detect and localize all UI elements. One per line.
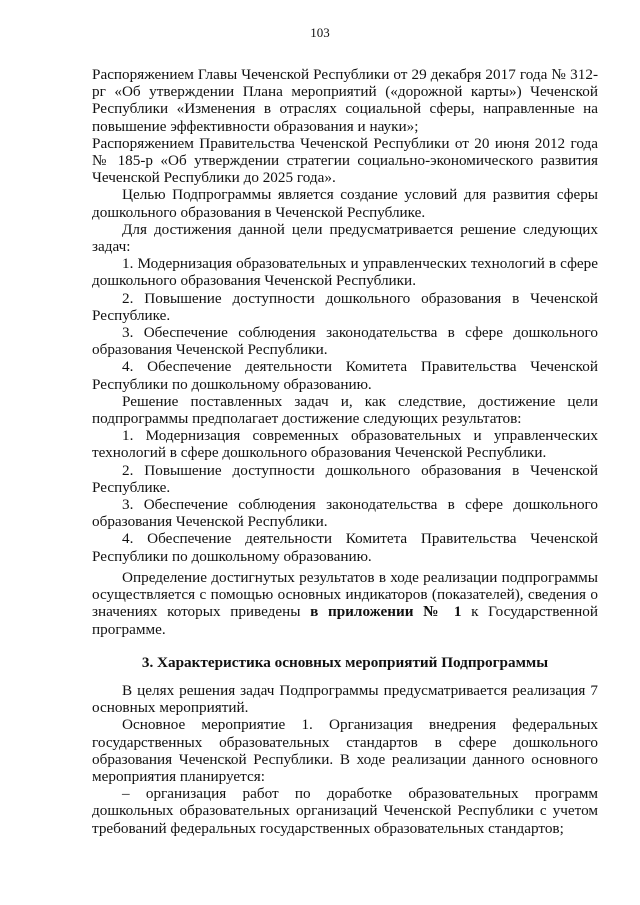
paragraph — [92, 569, 598, 638]
page-number: 103 — [310, 25, 330, 40]
list-item: 1. Модернизация образовательных и управленческих технологий в сфере дошкольного образования Чеченской Республики. — [92, 255, 598, 290]
paragraph: Для достижения данной цели предусматривается решение следующих задач: — [92, 220, 598, 256]
section-heading: 3. Характеристика основных мероприятий Подпрограммы — [141, 653, 549, 671]
document-body — [92, 66, 598, 837]
list-item: 2. Повышение доступности дошкольного образования в Чеченской Республике. — [92, 289, 598, 324]
paragraph: Распоряжением Правительства Чеченской Республики от 20 июня 2012 года № 185-р «Об утверждении стратегии социально-экономического развития Чеченской Республики до 2025 года». — [92, 134, 598, 187]
list-item: 3. Обеспечение соблюдения законодательства в сфере дошкольного образования Чеченской Республики. — [92, 324, 598, 359]
list-item: 4. Обеспечение деятельности Комитета Правительства Чеченской Республики по дошкольному образованию. — [92, 358, 598, 393]
paragraph: Решение поставленных задач и, как следствие, достижение цели подпрограммы предполагает достижение следующих результатов: — [92, 392, 598, 428]
paragraph: Целью Подпрограммы является создание условий для развития сферы дошкольного образования в Чеченской Республике. — [92, 186, 598, 221]
list-item: 3. Обеспечение соблюдения законодательства в сфере дошкольного образования Чеченской Республики. — [92, 496, 598, 531]
paragraph-text: к Государственной программе. — [92, 603, 598, 638]
paragraph: Распоряжением Главы Чеченской Республики от 29 декабря 2017 года № 312-рг «Об утверждении Плана мероприятий («дорожной карты») Чеченской Республики «Изменения в отраслях социальной сферы, направленные на повышение эффективности образования и науки»; — [92, 66, 598, 135]
paragraph: Основное мероприятие 1. Организация внедрения федеральных государственных образовательных стандартов в сфере дошкольного образования Чеченской Республики. В ходе реализации данного основного мероприятия планируется: — [92, 716, 598, 785]
list-item: 2. Повышение доступности дошкольного образования в Чеченской Республике. — [92, 461, 598, 496]
paragraph-text: Определение достигнутых результатов в ходе реализации подпрограммы осуществляется с помощью основных индикаторов (показателей), сведения о значениях которых приведены — [92, 568, 598, 621]
appendix-reference: в приложении № 1 — [310, 603, 462, 621]
list-item: – организация работ по доработке образовательных программ дошкольных образовательных организаций Чеченской Республики с учетом требований федеральных государственных образовательных стандартов; — [92, 785, 598, 837]
list-item: 4. Обеспечение деятельности Комитета Правительства Чеченской Республики по дошкольному образованию. — [92, 530, 598, 565]
paragraph: В целях решения задач Подпрограммы предусматривается реализация 7 основных мероприятий. — [92, 681, 598, 717]
list-item: 1. Модернизация современных образовательных и управленческих технологий в сфере дошкольного образования Чеченской Республики. — [92, 427, 598, 462]
